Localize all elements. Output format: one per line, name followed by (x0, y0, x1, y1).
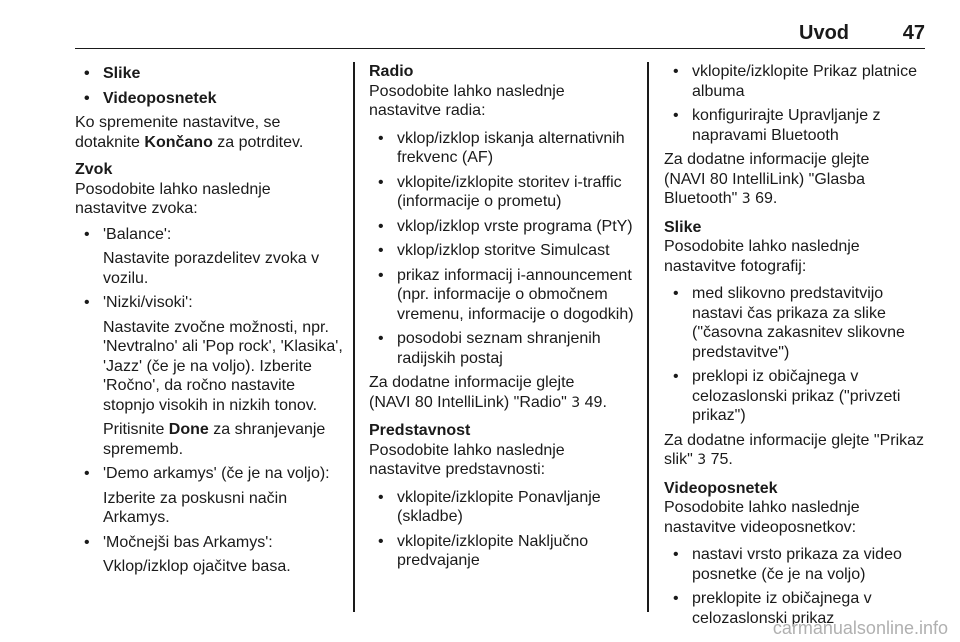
slike-more-1: Za dodatne informacije glejte "Prikaz (664, 431, 925, 449)
list-item: • vklopite/izklopite Prikaz platnice albuma (664, 62, 934, 101)
demo-text: Izberite za poskusni način Arkamys. (103, 489, 288, 526)
intro-line-1: Ko spremenite nastavitve, se (75, 114, 281, 131)
list-item: • prikaz informacij i-announcement (npr. informacije o območnem vremenu, informacije o dogodkih) (369, 266, 639, 325)
column-3 (664, 62, 934, 633)
nizki-label: • 'Nizki/visoki': (75, 293, 345, 313)
nizki-text: Nastavite zvočne možnosti, npr. 'Nevtralno' ali 'Pop rock', 'Klasika', 'Jazz' (če je na voljo). Izberite 'Ročno', da ročno nastavite stopnjo visokih in nizkih tonov. (103, 318, 343, 414)
page-reference-icon: 3 (741, 191, 751, 207)
column-2 (369, 62, 639, 576)
mocnejsi-text: Vklop/izklop ojačitve basa. (103, 558, 291, 575)
list-item: • vklopite/izklopite storitev i-traffic (informacije o prometu) (369, 173, 639, 212)
slike-more-2: slik" 3 75. (664, 451, 733, 468)
list-item: • preklopite iz običajnega v celozaslonski prikaz (664, 589, 934, 628)
koncano-label: Končano (144, 133, 213, 151)
page-title: Uvod (799, 22, 849, 44)
list-item: • vklopite/izklopite Naključno predvajanje (369, 532, 639, 571)
section-zvok-text: Posodobite lahko naslednje nastavitve zvoka: (75, 180, 271, 217)
list-item: • preklopi iz običajnega v celozaslonski prikaz ("privzeti prikaz") (664, 367, 934, 426)
list-item: • vklop/izklop storitve Simulcast (369, 241, 639, 261)
bullet-videoposnetek: • Videoposnetek (75, 89, 345, 109)
list-item: • nastavi vrsto prikaza za video posnetke (če je na voljo) (664, 545, 934, 584)
watermark: carmanualsonline.info (772, 617, 948, 638)
mocnejsi-label: • 'Močnejši bas Arkamys': (75, 533, 345, 553)
list-item: • vklop/izklop iskanja alternativnih frekvenc (AF) (369, 129, 639, 168)
page-reference-icon: 3 (697, 452, 707, 468)
column-1 (75, 62, 345, 582)
done-label: Done (168, 421, 209, 438)
column-divider-2 (647, 62, 649, 612)
balance-label: • 'Balance': (75, 225, 345, 245)
page-header (75, 0, 925, 49)
column-divider-1 (353, 62, 355, 612)
section-slike-heading: Slike (664, 218, 702, 236)
section-radio-heading: Radio (369, 63, 414, 80)
section-radio-text: Posodobite lahko naslednje nastavitve radia: (369, 82, 565, 119)
list-item: • med slikovno predstavitvijo nastavi čas prikaza za slike ("časovna zakasnitev slikovne predstavitve") (664, 284, 934, 362)
list-item: • vklopite/izklopite Ponavljanje (skladbe) (369, 488, 639, 527)
intro-line-2: dotaknite Končano za potrditev. (75, 133, 304, 151)
bt-more-3: Bluetooth" 3 69. (664, 190, 778, 207)
done-text: Pritisnite Done za shranjevanje sprememb. (103, 421, 326, 458)
balance-text: Nastavite porazdelitev zvoka v vozilu. (103, 250, 320, 287)
page-reference-icon: 3 (571, 394, 581, 411)
bullet-slike: • Slike (75, 64, 345, 84)
list-item: • posodobi seznam shranjenih radijskih postaj (369, 329, 639, 368)
section-predstavnost-heading: Predstavnost (369, 422, 471, 439)
demo-label: • 'Demo arkamys' (če je na voljo): (75, 464, 345, 484)
list-item: • vklop/izklop vrste programa (PtY) (369, 217, 639, 237)
section-predstavnost-text: Posodobite lahko naslednje nastavitve predstavnosti: (369, 441, 565, 478)
list-item: • konfigurirajte Upravljanje z napravami Bluetooth (664, 106, 934, 145)
radio-more-2: (NAVI 80 IntelliLink) "Radio" 3 49. (369, 393, 607, 411)
radio-more-1: Za dodatne informacije glejte (369, 374, 575, 391)
bt-more-1: Za dodatne informacije glejte (664, 151, 870, 168)
section-slike-text: Posodobite lahko naslednje nastavitve fotografij: (664, 238, 860, 275)
page-number: 47 (902, 22, 925, 44)
section-videoposnetek-text: Posodobite lahko naslednje nastavitve videoposnetkov: (664, 499, 860, 536)
bt-more-2: (NAVI 80 IntelliLink) "Glasba (664, 170, 866, 188)
section-zvok-heading: Zvok (75, 161, 113, 178)
section-videoposnetek-heading: Videoposnetek (664, 479, 778, 497)
